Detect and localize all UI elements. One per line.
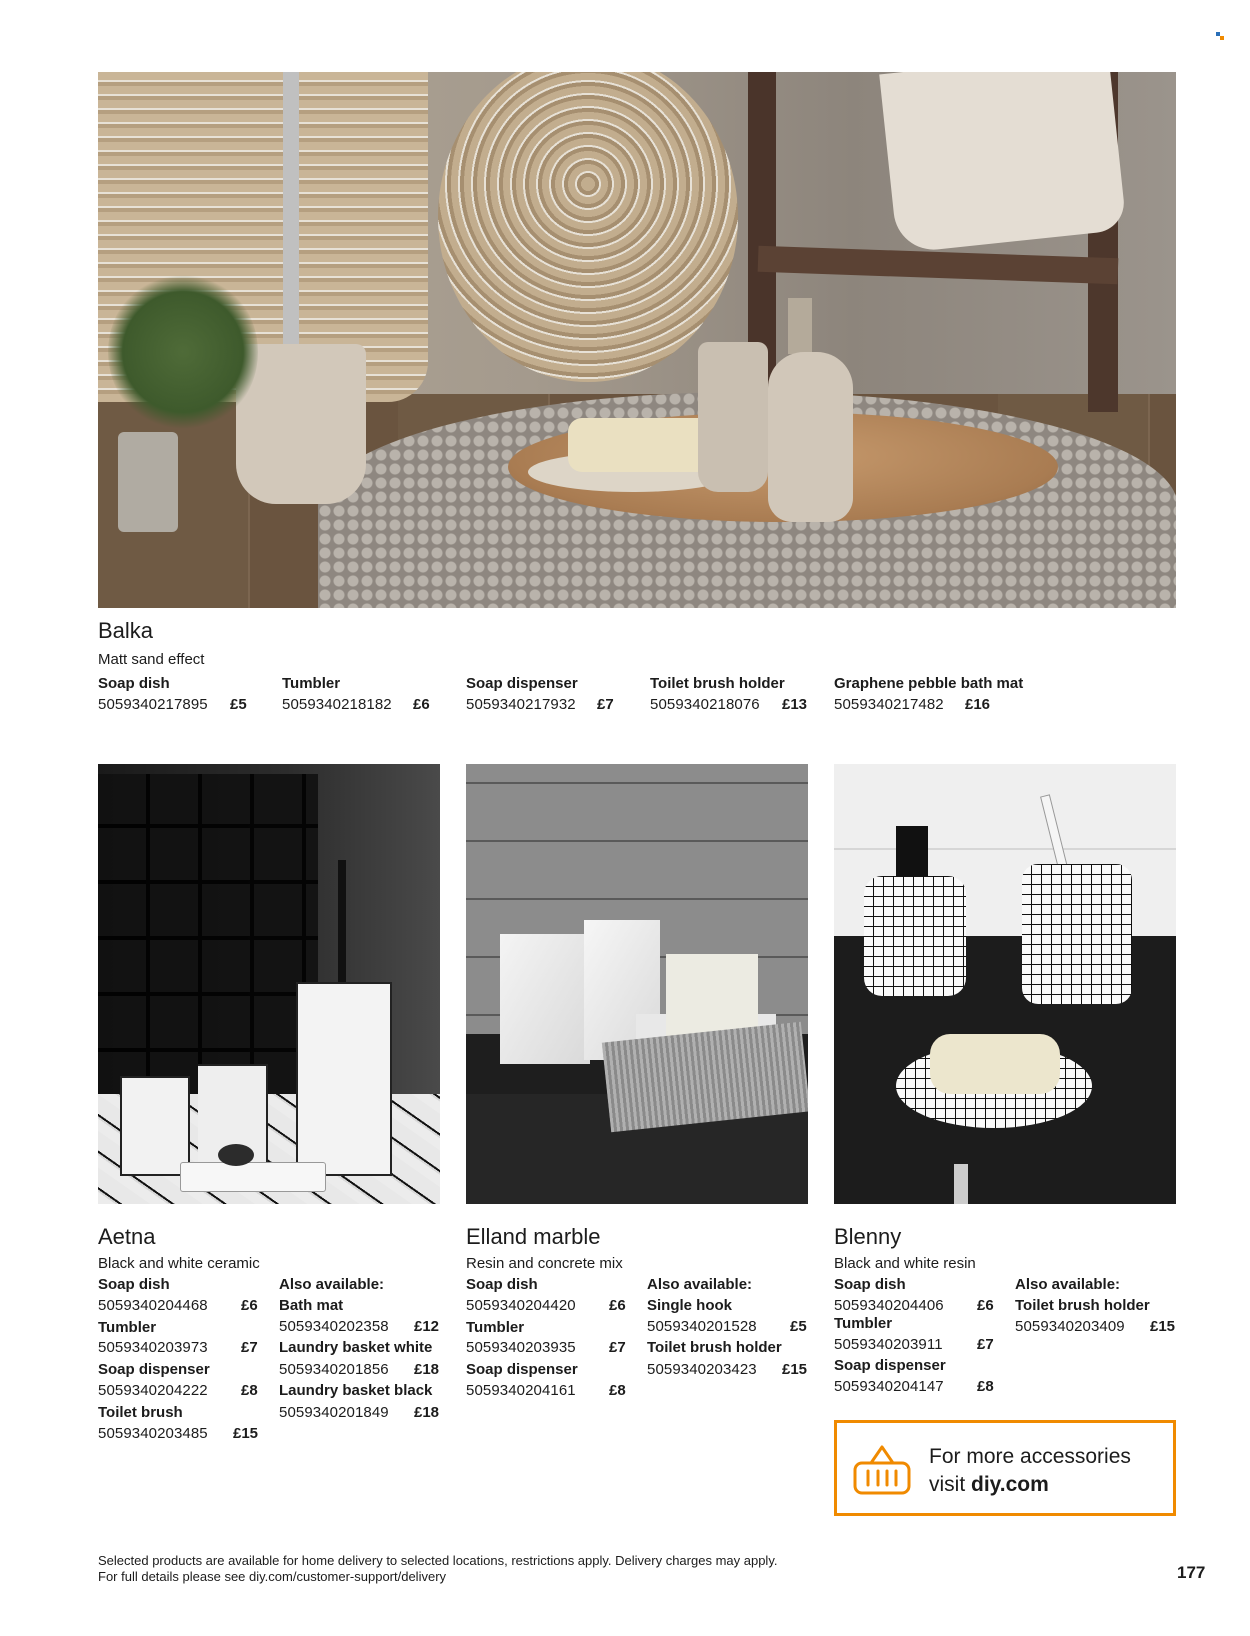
aetna-item-price: £15 xyxy=(233,1425,259,1442)
blenny-subtitle: Black and white resin xyxy=(834,1255,976,1272)
page-number: 177 xyxy=(1177,1563,1206,1582)
elland-also-name: Single hook xyxy=(647,1297,733,1314)
blenny-also-available-label: Also available: xyxy=(1015,1276,1121,1293)
aetna-item-code: 5059340204468 xyxy=(98,1297,208,1314)
balka-item-name: Soap dish xyxy=(98,675,170,692)
aetna-also-price: £18 xyxy=(414,1404,440,1421)
elland-item-name: Soap dispenser xyxy=(466,1361,578,1378)
elland-item-name: Soap dish xyxy=(466,1276,538,1293)
blenny-also-name: Toilet brush holder xyxy=(1015,1297,1150,1314)
balka-item-price: £13 xyxy=(782,696,808,713)
elland-also-available-label: Also available: xyxy=(647,1276,753,1293)
blenny-item-code: 5059340203911 xyxy=(834,1336,943,1353)
blenny-photo xyxy=(834,764,1176,1204)
aetna-item-code: 5059340204222 xyxy=(98,1382,208,1399)
balka-item-code: 5059340217482 xyxy=(834,696,944,713)
elland-also-price: £5 xyxy=(790,1318,807,1335)
aetna-item-price: £7 xyxy=(241,1339,258,1356)
balka-item-price: £6 xyxy=(413,696,430,713)
blenny-also-code: 5059340203409 xyxy=(1015,1318,1125,1335)
aetna-item-name: Toilet brush xyxy=(98,1404,183,1421)
aetna-subtitle: Black and white ceramic xyxy=(98,1255,260,1272)
blenny-item-price: £6 xyxy=(977,1297,994,1314)
elland-item-name: Tumbler xyxy=(466,1319,525,1336)
diy-accessories-promo[interactable] xyxy=(834,1420,1176,1516)
elland-photo xyxy=(466,764,808,1204)
balka-title: Balka xyxy=(98,618,154,643)
blenny-item-price: £7 xyxy=(977,1336,994,1353)
aetna-also-price: £18 xyxy=(414,1361,440,1378)
promo-visit-text: visit diy.com xyxy=(929,1473,1049,1496)
aetna-title: Aetna xyxy=(98,1224,156,1249)
elland-item-code: 5059340203935 xyxy=(466,1339,576,1356)
balka-item-code: 5059340218076 xyxy=(650,696,760,713)
blenny-item-name: Soap dispenser xyxy=(834,1357,946,1374)
balka-item-name: Soap dispenser xyxy=(466,675,578,692)
aetna-also-name: Bath mat xyxy=(279,1297,344,1314)
balka-item-code: 5059340218182 xyxy=(282,696,392,713)
blenny-item-name: Tumbler xyxy=(834,1315,893,1332)
elland-also-code: 5059340201528 xyxy=(647,1318,757,1335)
balka-item-name: Toilet brush holder xyxy=(650,675,785,692)
aetna-item-name: Soap dispenser xyxy=(98,1361,210,1378)
balka-hero-photo xyxy=(98,72,1176,608)
balka-item-price: £5 xyxy=(230,696,247,713)
blenny-item-code: 5059340204147 xyxy=(834,1378,944,1395)
aetna-item-name: Soap dish xyxy=(98,1276,170,1293)
balka-item-price: £16 xyxy=(965,696,991,713)
elland-item-price: £8 xyxy=(609,1382,626,1399)
aetna-also-name: Laundry basket white xyxy=(279,1339,433,1356)
aetna-item-name: Tumbler xyxy=(98,1319,157,1336)
aetna-photo xyxy=(98,764,440,1204)
aetna-also-code: 5059340201849 xyxy=(279,1404,389,1421)
diy-link[interactable]: diy.com xyxy=(971,1473,1049,1496)
corner-brand-mark xyxy=(1216,32,1224,40)
balka-item-name: Tumbler xyxy=(282,675,341,692)
balka-item-name: Graphene pebble bath mat xyxy=(834,675,1024,692)
promo-text: For more accessories xyxy=(929,1445,1131,1468)
aetna-also-code: 5059340202358 xyxy=(279,1318,389,1335)
elland-also-name: Toilet brush holder xyxy=(647,1339,782,1356)
footer-delivery-note: Selected products are available for home delivery to selected locations, restrictions apply. Delivery charges may apply. xyxy=(98,1553,778,1568)
aetna-also-price: £12 xyxy=(414,1318,440,1335)
aetna-item-code: 5059340203973 xyxy=(98,1339,208,1356)
blenny-also-price: £15 xyxy=(1150,1318,1176,1335)
elland-subtitle: Resin and concrete mix xyxy=(466,1255,623,1272)
blenny-item-price: £8 xyxy=(977,1378,994,1395)
elland-item-price: £6 xyxy=(609,1297,626,1314)
balka-subtitle: Matt sand effect xyxy=(98,651,205,668)
aetna-also-code: 5059340201856 xyxy=(279,1361,389,1378)
blenny-title: Blenny xyxy=(834,1224,902,1249)
elland-item-price: £7 xyxy=(609,1339,626,1356)
balka-item-price: £7 xyxy=(597,696,614,713)
footer-details-note: For full details please see diy.com/customer-support/delivery xyxy=(98,1569,447,1584)
basket-icon xyxy=(849,1441,915,1499)
balka-item-code: 5059340217895 xyxy=(98,696,208,713)
aetna-also-available-label: Also available: xyxy=(279,1276,385,1293)
balka-item-code: 5059340217932 xyxy=(466,696,576,713)
aetna-item-code: 5059340203485 xyxy=(98,1425,208,1442)
elland-title: Elland marble xyxy=(466,1224,601,1249)
aetna-item-price: £8 xyxy=(241,1382,258,1399)
blenny-item-code: 5059340204406 xyxy=(834,1297,944,1314)
elland-also-code: 5059340203423 xyxy=(647,1361,757,1378)
aetna-also-name: Laundry basket black xyxy=(279,1382,433,1399)
aetna-item-price: £6 xyxy=(241,1297,258,1314)
elland-item-code: 5059340204420 xyxy=(466,1297,576,1314)
elland-item-code: 5059340204161 xyxy=(466,1382,576,1399)
elland-also-price: £15 xyxy=(782,1361,808,1378)
blenny-item-name: Soap dish xyxy=(834,1276,906,1293)
